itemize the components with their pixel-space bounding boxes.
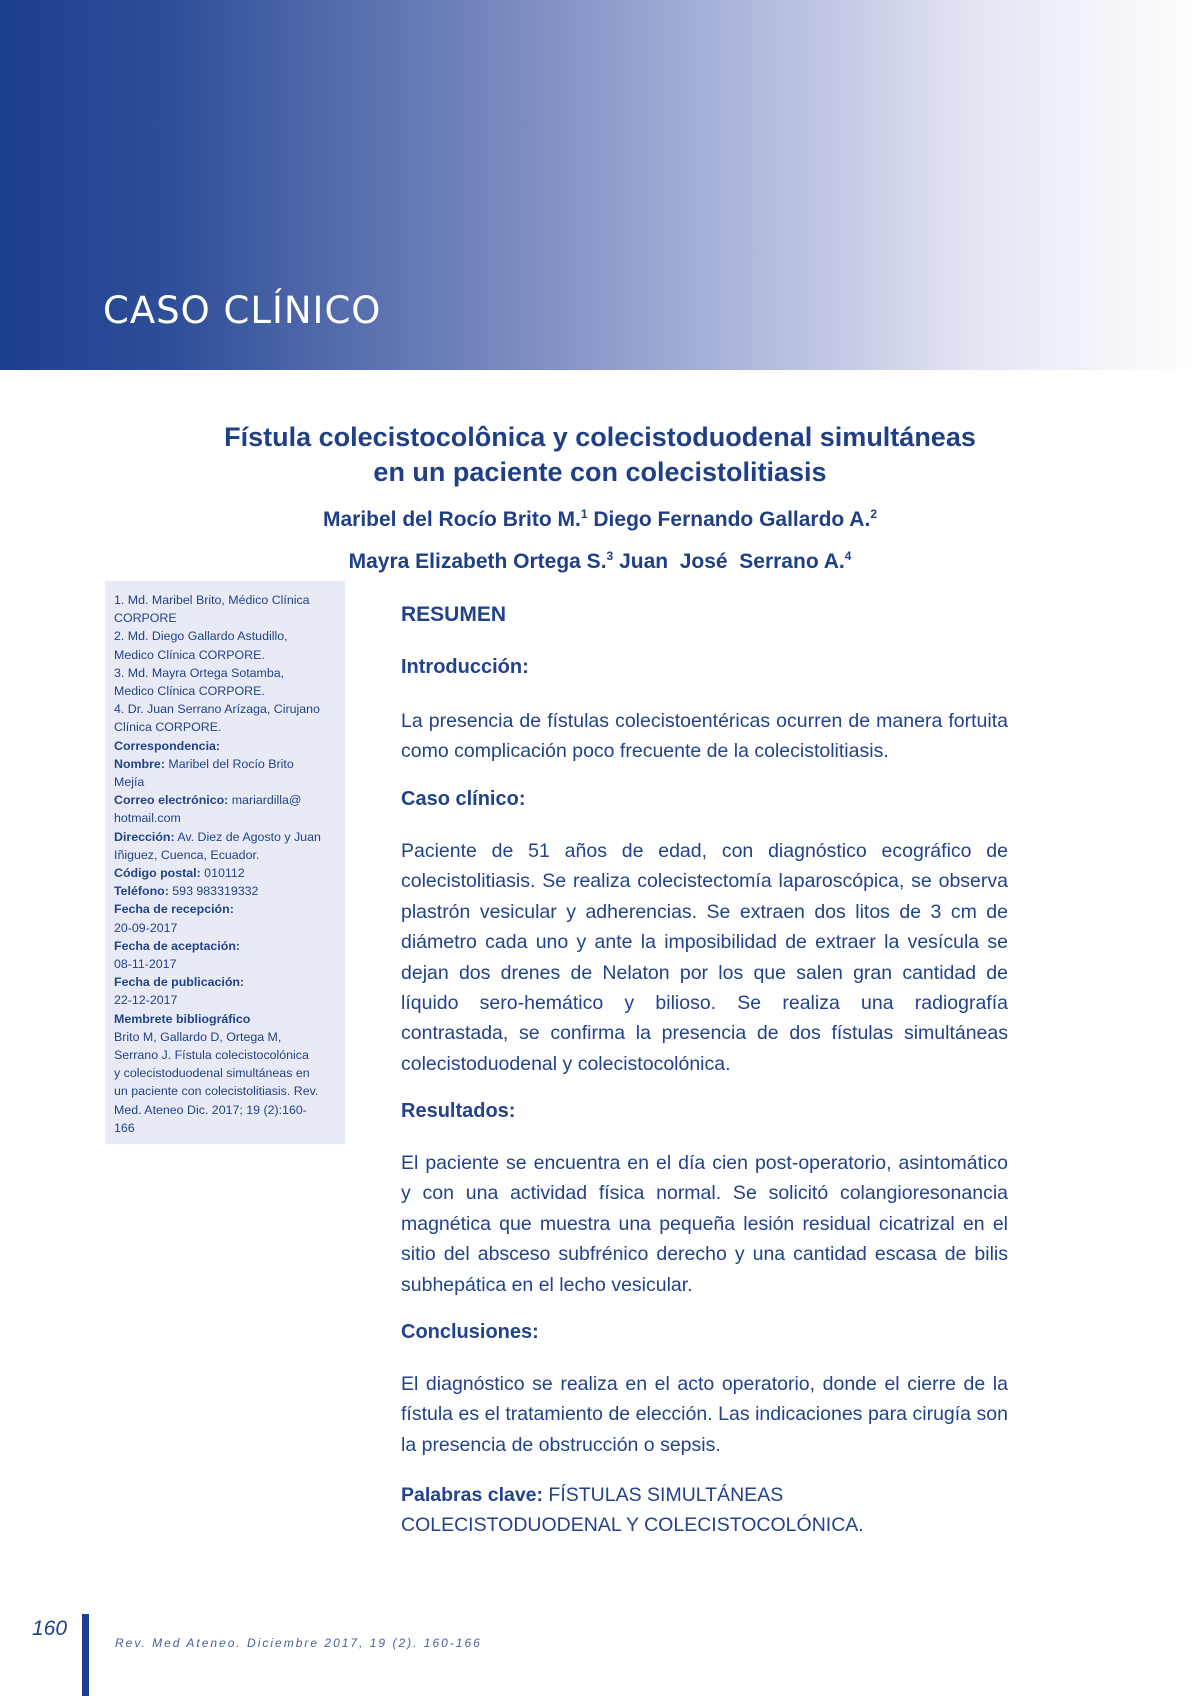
address-label: Dirección:: [114, 829, 175, 844]
keywords: [401, 1480, 1008, 1540]
article-title-line-2: en un paciente con colecistolitiasis: [373, 457, 827, 487]
affiliation-2-cont: Medico Clínica CORPORE.: [114, 647, 265, 662]
affiliation-1-cont: CORPORE: [114, 611, 177, 626]
citation-line: 166: [114, 1120, 135, 1135]
affiliation-3: 3. Md. Mayra Ortega Sotamba,: [114, 665, 285, 680]
author-name: Mayra Elizabeth Ortega S.: [348, 550, 607, 573]
article-title-line-1: Fístula colecistocolônica y colecistoduodenal simultáneas: [224, 422, 976, 452]
postal-code-label: Código postal:: [114, 866, 201, 881]
email-value-cont: hotmail.com: [114, 811, 181, 826]
conclusions-heading: Conclusiones:: [401, 1321, 539, 1343]
published-date-value: 22-12-2017: [114, 993, 178, 1008]
author-name: Juan José Serrano A.: [619, 550, 845, 573]
author-list: [0, 496, 1200, 580]
published-date-label: Fecha de publicación:: [114, 975, 245, 990]
citation-line: y colecistoduodenal simultáneas en: [114, 1066, 310, 1081]
keywords-value: FÍSTULAS SIMULTÁNEAS COLECISTODUODENAL Y COLECISTOCOLÓNICA.: [401, 1484, 864, 1536]
phone-value: 593 983319332: [168, 884, 259, 899]
email-label: Correo electrónico:: [114, 793, 229, 808]
accepted-date-value: 08-11-2017: [114, 957, 177, 972]
section-label: CASO CLÍNICO: [103, 289, 382, 332]
author-line-2: [0, 538, 1200, 580]
author-affiliation-mark: 1: [580, 507, 588, 521]
received-date-value: 20-09-2017: [114, 920, 178, 935]
correspondence-label: Correspondencia:: [114, 738, 221, 753]
conclusions-text: El diagnóstico se realiza en el acto operatorio, donde el cierre de la fístula es el tratamiento de elección. Las indicaciones para cirugía son la presencia de obstrucción o sepsis.: [401, 1373, 1008, 1456]
affiliation-1: 1. Md. Maribel Brito, Médico Clínica: [114, 593, 310, 607]
author-name: Diego Fernando Gallardo A.: [593, 508, 871, 531]
citation-label: Membrete bibliográfico: [114, 1011, 251, 1026]
results-text: El paciente se encuentra en el día cien post-operatorio, asintomático y con una actividad física normal. Se solicitó colangioresonancia magnética que muestra una pequeña lesión residual cicatrizal en el sitio del absceso subfrénico derecho y una cantidad escasa de bilis subhepática en el lecho vesicular.: [401, 1152, 1008, 1296]
introduction-text: La presencia de fístulas colecistoentéricas ocurren de manera fortuita como complicación poco frecuente de la colecistolitiasis.: [401, 710, 1008, 763]
name-value: Maribel del Rocío Brito: [164, 756, 294, 771]
email-value: mariardilla@: [228, 793, 302, 808]
accepted-date-label: Fecha de aceptación:: [114, 938, 241, 953]
page-number: 160: [32, 1617, 68, 1640]
received-date-label: Fecha de recepción:: [114, 902, 234, 917]
address-value: Av. Diez de Agosto y Juan: [174, 829, 321, 844]
case-text: Paciente de 51 años de edad, con diagnóstico ecográfico de colecistolitiasis. Se realiza colecistectomía laparoscópica, se observa plastrón vesicular y adherencias. Se extraen dos litos de 3 cm de diámetro cada uno y ante la imposibilidad de extraer la vesícula se dejan dos drenes de Nelaton por los que salen gran cantidad de líquido sero-hemático y bilioso. Se realiza una radiografía contrastada, se confirma la presencia de dos fístulas simultáneas colecistoduodenal y colecistocolónica.: [401, 840, 1008, 1075]
affiliation-sidebar: [105, 581, 345, 1144]
abstract-heading: RESUMEN: [401, 603, 507, 626]
introduction-heading: Introducción:: [401, 656, 529, 678]
footer-rule: [82, 1614, 89, 1696]
postal-code-value: 010112: [200, 866, 245, 881]
citation-line: Serrano J. Fístula colecistocolónica: [114, 1048, 309, 1063]
author-affiliation-mark: 2: [870, 507, 877, 521]
citation-line: Brito M, Gallardo D, Ortega M,: [114, 1029, 282, 1044]
author-affiliation-mark: 4: [844, 549, 852, 563]
author-line-1: [0, 496, 1200, 538]
author-affiliation-mark: 3: [606, 549, 614, 563]
author-name: Maribel del Rocío Brito M.: [323, 508, 581, 531]
header-banner: [0, 0, 1200, 370]
article-header: [0, 420, 1200, 580]
affiliation-2: 2. Md. Diego Gallardo Astudillo,: [114, 629, 288, 644]
citation-line: un paciente con colecistolitiasis. Rev.: [114, 1084, 319, 1099]
keywords-label: Palabras clave:: [401, 1484, 544, 1506]
case-heading: Caso clínico:: [401, 788, 526, 810]
name-value-cont: Mejía: [114, 775, 145, 790]
affiliation-4-cont: Clínica CORPORE.: [114, 720, 222, 735]
results-heading: Resultados:: [401, 1100, 516, 1122]
name-label: Nombre:: [114, 756, 165, 771]
affiliation-4: 4. Dr. Juan Serrano Arízaga, Cirujano: [114, 702, 320, 717]
journal-reference: Rev. Med Ateneo. Diciembre 2017, 19 (2). 160-166: [115, 1636, 482, 1650]
phone-label: Teléfono:: [114, 884, 169, 899]
address-value-cont: Iñiguez, Cuenca, Ecuador.: [114, 847, 260, 862]
citation-line: Med. Ateneo Dic. 2017; 19 (2):160-: [114, 1102, 307, 1117]
affiliation-3-cont: Medico Clínica CORPORE.: [114, 684, 265, 699]
